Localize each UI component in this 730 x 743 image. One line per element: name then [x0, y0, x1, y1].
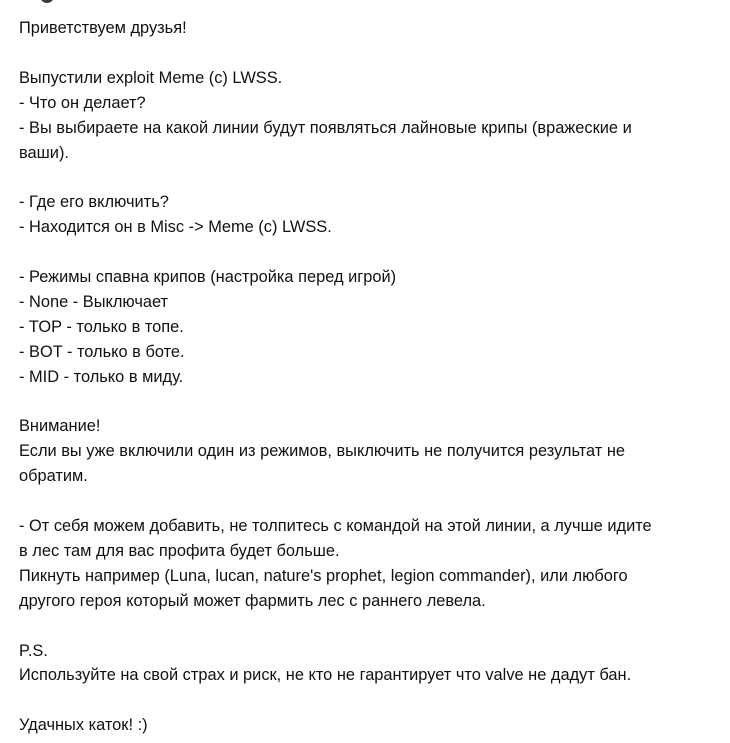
text-line: Внимание!: [19, 417, 101, 436]
text-line: - None - Выключает: [19, 292, 169, 311]
blank-line: [19, 614, 719, 639]
text-line: обратим.: [19, 467, 88, 486]
blank-line: [19, 41, 719, 66]
text-line: Если вы уже включили один из режимов, выключить не получится результат не: [19, 442, 626, 461]
blank-line: [19, 240, 719, 265]
text-line: Используйте на свой страх и риск, не кто не гарантирует что valve не дадут бан.: [19, 666, 632, 685]
text-line: ваши).: [19, 143, 69, 162]
text-line: Удачных каток! :): [19, 716, 148, 735]
blank-line: [19, 688, 719, 713]
blank-line: [19, 165, 719, 190]
blank-line: [19, 489, 719, 514]
text-line: - От себя можем добавить, не толпитесь с командой на этой линии, а лучше идите: [19, 517, 652, 536]
text-line: P.S.: [19, 641, 48, 660]
text-line: другого героя который может фармить лес с раннего левела.: [19, 591, 486, 610]
text-line: - TOP - только в топе.: [19, 317, 184, 336]
text-line: - Где его включить?: [19, 193, 169, 212]
post-body: [19, 16, 719, 738]
text-line: - Режимы спавна крипов (настройка перед игрой): [19, 268, 397, 287]
text-line: - Вы выбираете на какой линии будут появляться лайновые крипы (вражеские и: [19, 118, 632, 137]
blank-line: [19, 390, 719, 415]
text-line: - Находится он в Misc -> Meme (c) LWSS.: [19, 218, 332, 237]
text-line: Приветствуем друзья!: [19, 19, 187, 37]
text-line: - BOT - только в боте.: [19, 342, 185, 361]
text-line: в лес там для вас профита будет больше.: [19, 541, 340, 560]
avatar-fragment: [40, 0, 54, 3]
text-line: - MID - только в миду.: [19, 367, 184, 386]
text-line: Пикнуть например (Luna, lucan, nature's prophet, legion commander), или любого: [19, 566, 628, 585]
text-line: - Что он делает?: [19, 93, 146, 112]
text-line: Выпустили exploit Meme (c) LWSS.: [19, 68, 283, 87]
